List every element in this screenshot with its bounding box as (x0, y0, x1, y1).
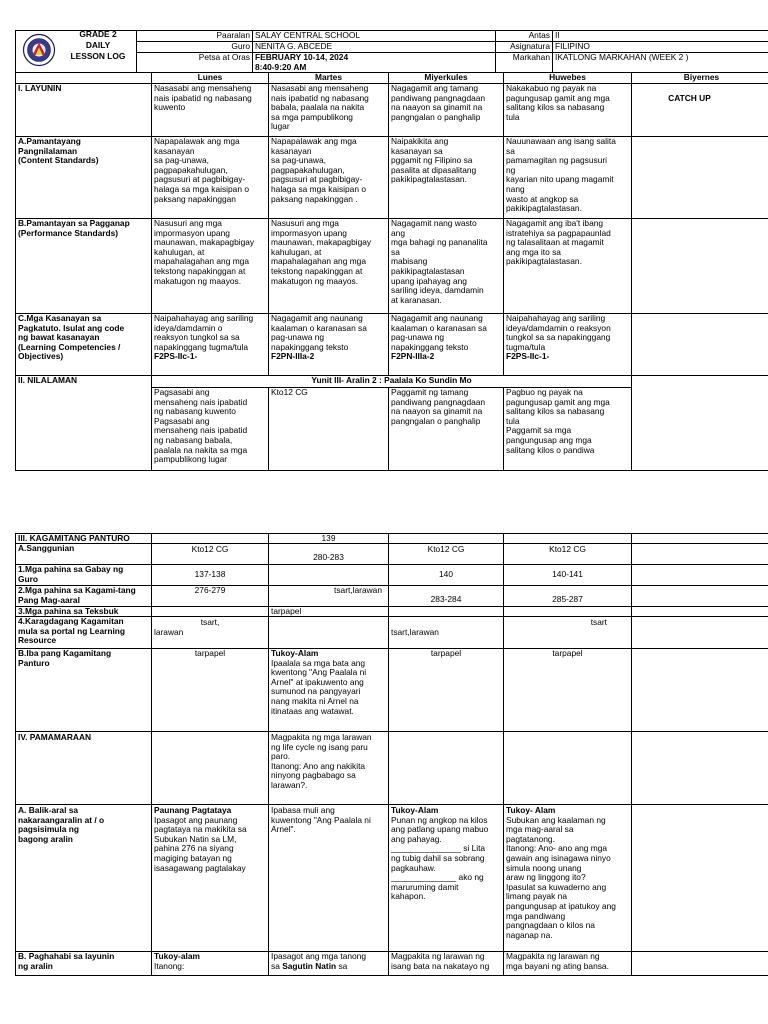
nilalaman-lunes: Pagsasabi ang mensaheng nais ipabatid ng nabasang kuwento Pagsasabi ang mensaheng nais ipabatid ng nabasang babala, paalala na nakita sa mga pampublikong lugar (154, 388, 248, 465)
balik-aral-lunes-title: Paunang Pagtataya (154, 806, 232, 815)
paghahabi-martes-line-1: Ipasagot ang mga tanong (271, 952, 366, 961)
layunin-lunes: Nasasabi ang mensaheng nais ipabatid ng nabasang kuwento (154, 84, 252, 113)
gabay-lunes: 137-138 (194, 570, 226, 579)
layunin-martes: Nasasabi ang mensaheng nais ipabatid ng nabasang babala, paalala na nakita sa mga pampublikong lugar (271, 84, 369, 132)
kagamitang-huwebes: 285-287 (552, 595, 583, 604)
kagamitang-lunes: 276-279 (194, 586, 226, 595)
teksbuk-martes: tarpapel (271, 607, 302, 616)
kagamitang-miyerkules: 283-284 (430, 595, 462, 604)
date-value: FEBRUARY 10-14, 2024 8:40-9:20 AM (255, 53, 349, 72)
competency-lunes-code: F2PS-IIc-1- (154, 352, 198, 362)
deped-seal-icon (18, 33, 60, 67)
performance-martes: Nasusuri ang mga impormasyon upang maunawan, makapagbigay kahulugan, at mapahalagahan ang mga tekstong napakinggan at makatugon ng maayos. (271, 219, 372, 286)
paghahabi-huwebes: Magpakita ng larawan ng mga bayani ng ating bansa. (506, 952, 609, 971)
balik-aral-lunes-text: Ipasagot ang paunang pagtataya na makikita sa Subukan Natin sa LM, pahina 276 na siyang magiging batayan ng isasagawang pagtalakay (154, 815, 247, 873)
row-label-balik-aral: A. Balik-aral sa nakaraangaralin at / o pagsisimula ng bagong aralin (18, 806, 105, 844)
competency-martes-code: F2PN-IIIa-2 (271, 352, 315, 362)
day-header-biyernes: Biyernes (683, 73, 720, 82)
grade-label: Antas (528, 31, 550, 40)
row-label-kagamitang-mag-aaral: 2.Mga pahina sa Kagami-tang Pang Mag-aaral (18, 586, 136, 605)
paghahabi-miyerkules: Magpakita ng larawan ng isang bata na nakatayo ng (391, 952, 490, 971)
title-line-2: DAILY (85, 41, 111, 50)
quarter-value: IKATLONG MARKAHAN (WEEK 2 ) (555, 53, 689, 62)
balik-aral-miyerkules-text: Punan ng angkop na kilos ang patlang upang mabuo ang pahayag. _______________ si Lita ng tubig dahil sa sobrang pagkauhaw. ______________ ako ng maruruming damit kahapon. (391, 815, 489, 902)
layunin-biyernes: CATCH UP (668, 94, 711, 103)
paghahabi-martes-suffix: sa (336, 961, 348, 971)
competency-huwebes (506, 314, 631, 362)
content-huwebes: Nauunawaan ang isang salita sa pamamagitan ng pagsusuri ng kayarian nito upang magamit nang wasto at angkop sa pakikipagtalastasan. (506, 137, 616, 214)
competency-lunes (154, 314, 268, 362)
kagamitang-martes: tsart,larawan (334, 586, 382, 595)
balik-aral-miyerkules (391, 806, 503, 902)
content-lunes: Napapalawak ang mga kasanayan sa pag-unawa, pagpapakahulugan, pagsusuri at pagbibigay- halaga sa mga kaisipan o paksang napakinggan (154, 137, 249, 204)
row-label-content-standards: A.Pamantayang Pangnilalaman (Content Standards) (18, 137, 99, 166)
iba-pang-huwebes: tarpapel (552, 649, 583, 658)
teacher-label: Guro (231, 42, 250, 51)
school-value: SALAY CENTRAL SCHOOL (255, 31, 361, 40)
performance-miyerkules: Nagagamit nang wasto ang mga bahagi ng pananalita sa mabisang pakikipagtalastasan upang ipahayag ang sariling ideya, damdamin at karanasan. (391, 219, 488, 305)
balik-aral-huwebes-title: Tukoy- Alam (506, 806, 556, 815)
paghahabi-martes-line-2 (271, 962, 388, 972)
karagdagang-miyerkules: tsart,larawan (391, 628, 439, 637)
day-header-martes: Martes (315, 73, 342, 82)
sanggunian-miyerkules: Kto12 CG (427, 545, 465, 554)
balik-aral-huwebes-text: Subukan ang kaalaman ng mga mag-aaral sa pagtatanong. Itanong: Ano- ano ang mga gawain ang isinagawa ninyo simula noong unang araw ng linggong ito? Ipasulat sa kuwaderno ang limang payak na pangungusap at ipatukoy ang mga pandiwang pangnagdaan o kilos na naganap na. (506, 815, 616, 940)
sanggunian-lunes: Kto12 CG (191, 545, 229, 554)
nilalaman-martes: Kto12 CG (271, 388, 308, 397)
row-label-performance-standards: B.Pamantayan sa Pagganap (Performance Standards) (18, 219, 130, 238)
row-label-pamamaraan: IV. PAMAMARAAN (18, 733, 92, 742)
paghahabi-lunes-text: Itanong: (154, 961, 185, 971)
karagdagang-lunes-2: larawan (154, 628, 184, 637)
performance-huwebes: Nagagamit ang iba't ibang istratehiya sa pagpapaunlad ng talasalitaan at magamit ang mga ito sa pakikipagtalastasan. (506, 219, 611, 267)
pamamaraan-martes: Magpakita ng mga larawan ng life cycle ng isang paru paro. Itanong: Ano ang nakikita ninyong pagbabago sa larawan?. (271, 733, 372, 790)
iba-pang-lunes: tarpapel (194, 649, 226, 658)
subject-value: FILIPINO (555, 42, 590, 51)
title-line-3: LESSON LOG (70, 52, 126, 61)
grade-value: II (555, 31, 560, 40)
school-label: Paaralan (216, 31, 250, 40)
row-label-sanggunian: A.Sanggunian (18, 544, 75, 553)
sanggunian-huwebes: Kto12 CG (549, 545, 586, 554)
balik-aral-huwebes (506, 806, 631, 940)
gabay-huwebes: 140-141 (552, 570, 583, 579)
row-label-gabay: 1.Mga pahina sa Gabay ng Guro (18, 565, 124, 584)
row-label-kagamitan: III. KAGAMITANG PANTURO (18, 534, 130, 543)
competency-huwebes-code: F2PS-IIc-1- (506, 352, 550, 362)
iba-pang-martes-title: Tukoy-Alam (271, 649, 319, 658)
day-header-huwebes: Huwebes (549, 73, 586, 82)
competency-martes-text: Nagagamit ang naunang kaalaman o karanasan sa pag-unawa ng napakinggang teksto (271, 314, 367, 352)
balik-aral-lunes (154, 806, 268, 873)
day-header-miyerkules: Miyerkules (424, 73, 468, 82)
gabay-miyerkules: 140 (439, 570, 453, 579)
row-label-paghahabi: B. Paghahabi sa layunin ng aralin (18, 952, 115, 971)
unit-title: Yunit III- Aralin 2 : Paalala Ko Sundin Mo (311, 376, 472, 385)
row-label-karagdagang: 4.Karagdagang Kagamitan mula sa portal ng Learning Resource (18, 617, 126, 646)
paghahabi-martes (271, 952, 388, 971)
karagdagang-huwebes: tsart (590, 618, 607, 627)
subject-label: Asignatura (509, 42, 550, 51)
competency-miyerkules-code: F2PN-IIIa-2 (391, 352, 435, 362)
sanggunian-martes: 280-283 (313, 553, 344, 562)
nilalaman-huwebes: Pagbuo ng payak na pagungusap gamit ang mga salitang kilos sa nabasang tula Paggamit sa mga pangungusap ang mga salitang kilos o pandiwa (506, 388, 610, 455)
content-martes: Napapalawak ang mga kasanayan sa pag-unawa, pagpapakahulugan, pagsusuri at pagbibigay- halaga sa mga kaisipan o paksang napakinggan . (271, 137, 366, 204)
day-header-lunes: Lunes (197, 73, 223, 82)
paghahabi-lunes-title: Tukoy-alam (154, 952, 200, 961)
iba-pang-miyerkules: tarpapel (430, 649, 462, 658)
competency-huwebes-text: Naipahahayag ang sariling ideya/damdamin o reaksyon tungkol sa sa napakinggang tugma/tula (506, 314, 611, 352)
teacher-value: NENITA G. ABCEDE (255, 42, 333, 51)
iba-pang-martes-text: Ipaalala sa mga bata ang kwentong "Ang Paalala ni Arnel" at ipakuwento ang sumunod na pangyayari nang makita ni Arnel na itinataas ang watawat. (271, 658, 367, 716)
karagdagang-lunes-1: tsart, (200, 618, 220, 627)
row-label-competencies: C.Mga Kasanayan sa Pagkatuto. Isulat ang code ng bawat kasanayan (Learning Competencies / Objectives) (18, 314, 125, 362)
row-label-layunin: I. LAYUNIN (18, 84, 62, 93)
paghahabi-martes-prefix: sa (271, 961, 283, 971)
content-miyerkules: Naipakikita ang kasanayan sa pggamit ng Filipino sa pasalita at dipasalitang pakikipagtalastasan. (391, 137, 477, 185)
balik-aral-martes: Ipabasa muli ang kuwentong "Ang Paalala ni Arnel". (271, 806, 371, 835)
paghahabi-lunes (154, 952, 268, 971)
title-line-1: GRADE 2 (79, 30, 117, 39)
row-label-nilalaman: II. NILALAMAN (18, 376, 78, 385)
balik-aral-miyerkules-title: Tukoy-Alam (391, 806, 439, 815)
quarter-label: Markahan (512, 53, 550, 62)
layunin-huwebes: Nakakabuo ng payak na pagungusap gamit ang mga salitang kilos sa nabasang tula (506, 84, 610, 122)
performance-lunes: Nasusuri ang mga impormasyon upang maunawan, makapagbigay kahulugan, at mapahalagahan ang mga tekstong napakinggan at makatugon ng maayos. (154, 219, 255, 286)
row-label-teksbuk: 3.Mga pahina sa Teksbuk (18, 607, 119, 616)
paghahabi-martes-bold: Sagutin Natin (282, 961, 337, 971)
kagamitan-martes: 139 (321, 534, 336, 543)
row-label-iba-pang: B.Iba pang Kagamitang Panturo (18, 649, 112, 668)
competency-martes (271, 314, 388, 362)
competency-miyerkules (391, 314, 503, 362)
competency-lunes-text: Naipahahayag ang sariling ideya/damdamin o reaksyon tungkol sa sa napakinggang tugma/tula (154, 314, 254, 352)
iba-pang-martes (271, 649, 388, 716)
nilalaman-miyerkules: Paggamit ng tamang pandiwang pangnagdaan na naayon sa ginamit na pangngalan o panghalip (391, 388, 486, 426)
layunin-miyerkules: Nagagamit ang tamang pandiwang pangnagdaan na naayon sa ginamit na pangngalan o panghalip (391, 84, 486, 122)
date-label: Petsa at Oras (198, 53, 250, 62)
competency-miyerkules-text: Nagagamit ang naunang kaalaman o karanasan sa pag-unawa ng napakinggang teksto (391, 314, 487, 352)
